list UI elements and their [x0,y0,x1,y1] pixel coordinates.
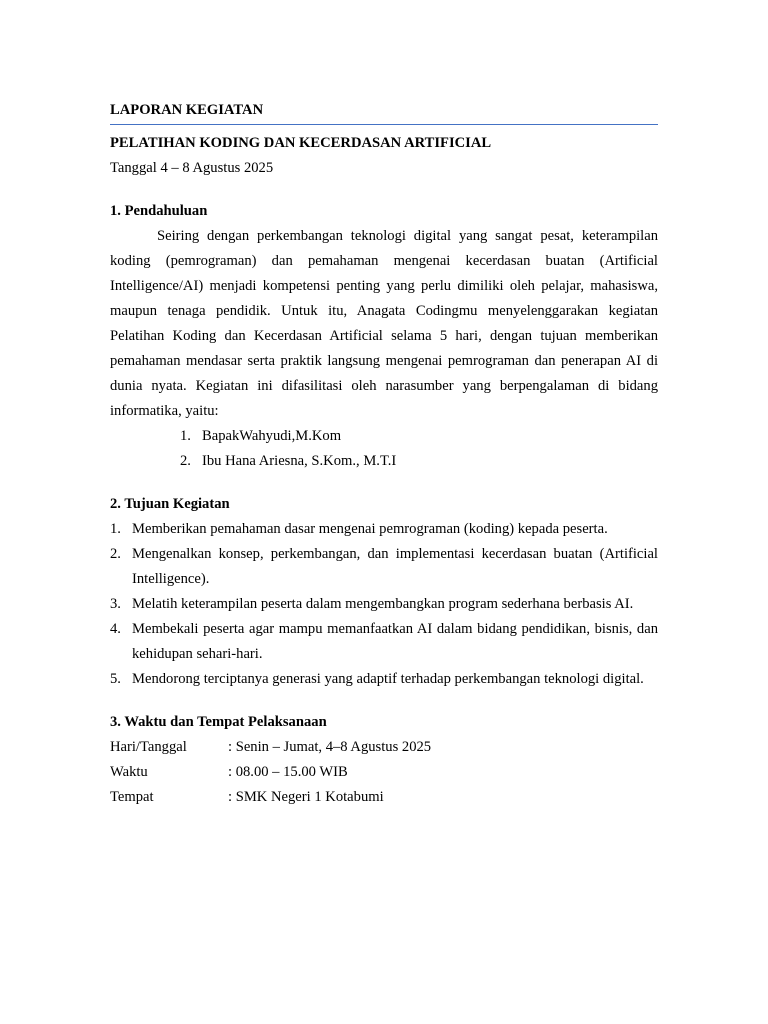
goal-text: Membekali peserta agar mampu memanfaatkan AI dalam bidang pendidikan, bisnis, dan kehidupan sehari-hari. [132,621,658,662]
schedule-key: Waktu [110,764,148,780]
spacer [110,692,658,710]
list-item [110,449,658,474]
spacer [110,181,658,199]
schedule-value: : Senin – Jumat, 4–8 Agustus 2025 [228,739,432,755]
list-item [110,542,658,592]
document-label: LAPORAN KEGIATAN [110,102,264,118]
section-heading-introduction: 1. Pendahuluan [110,203,208,219]
goal-list [110,517,658,692]
list-number: 2. [180,453,191,469]
list-item [110,517,658,542]
list-number: 5. [110,671,121,687]
schedule-row-time [110,760,658,785]
section-heading-schedule: 3. Waktu dan Tempat Pelaksanaan [110,714,327,730]
list-number: 2. [110,546,121,562]
list-item [110,667,658,692]
list-item [110,592,658,617]
document-date: Tanggal 4 – 8 Agustus 2025 [110,160,274,176]
list-number: 1. [110,521,121,537]
schedule-key: Hari/Tanggal [110,739,187,755]
schedule-row-place [110,785,658,810]
spacer [110,474,658,492]
schedule-row-date [110,735,658,760]
header-rule [110,124,658,125]
list-item [110,617,658,667]
speaker-list [110,424,658,474]
speaker-name: Ibu Hana Ariesna, S.Kom., M.T.I [202,453,397,469]
schedule-value: : SMK Negeri 1 Kotabumi [228,789,384,805]
goal-text: Memberikan pemahaman dasar mengenai pemrograman (koding) kepada peserta. [132,521,608,537]
schedule-key: Tempat [110,789,154,805]
schedule-value: : 08.00 – 15.00 WIB [228,764,348,780]
document-page [110,98,658,810]
speaker-name: BapakWahyudi,M.Kom [202,428,342,444]
goal-text: Mendorong terciptanya generasi yang adaptif terhadap perkembangan teknologi digital. [132,671,644,687]
goal-text: Mengenalkan konsep, perkembangan, dan implementasi kecerdasan buatan (Artificial Intelligence). [132,546,658,587]
document-title: PELATIHAN KODING DAN KECERDASAN ARTIFICIAL [110,135,492,151]
list-number: 4. [110,621,121,637]
introduction-paragraph: Seiring dengan perkembangan teknologi digital yang sangat pesat, keterampilan koding (pemrograman) dan pemahaman mengenai kecerdasan buatan (Artificial Intelligence/AI) menjadi kompetensi penting yang perlu dimiliki oleh pelajar, mahasiswa, maupun tenaga pendidik. Untuk itu, Anagata Codingmu menyelenggarakan kegiatan Pelatihan Koding dan Kecerdasan Artificial selama 5 hari, dengan tujuan memberikan pemahaman mendasar serta praktik langsung mengenai pemrograman dan penerapan AI di dunia nyata. Kegiatan ini difasilitasi oleh narasumber yang berpengalaman di bidang informatika, yaitu: [110,228,658,419]
list-item [110,424,658,449]
section-heading-goals: 2. Tujuan Kegiatan [110,496,230,512]
goal-text: Melatih keterampilan peserta dalam mengembangkan program sederhana berbasis AI. [132,596,634,612]
list-number: 1. [180,428,191,444]
list-number: 3. [110,596,121,612]
